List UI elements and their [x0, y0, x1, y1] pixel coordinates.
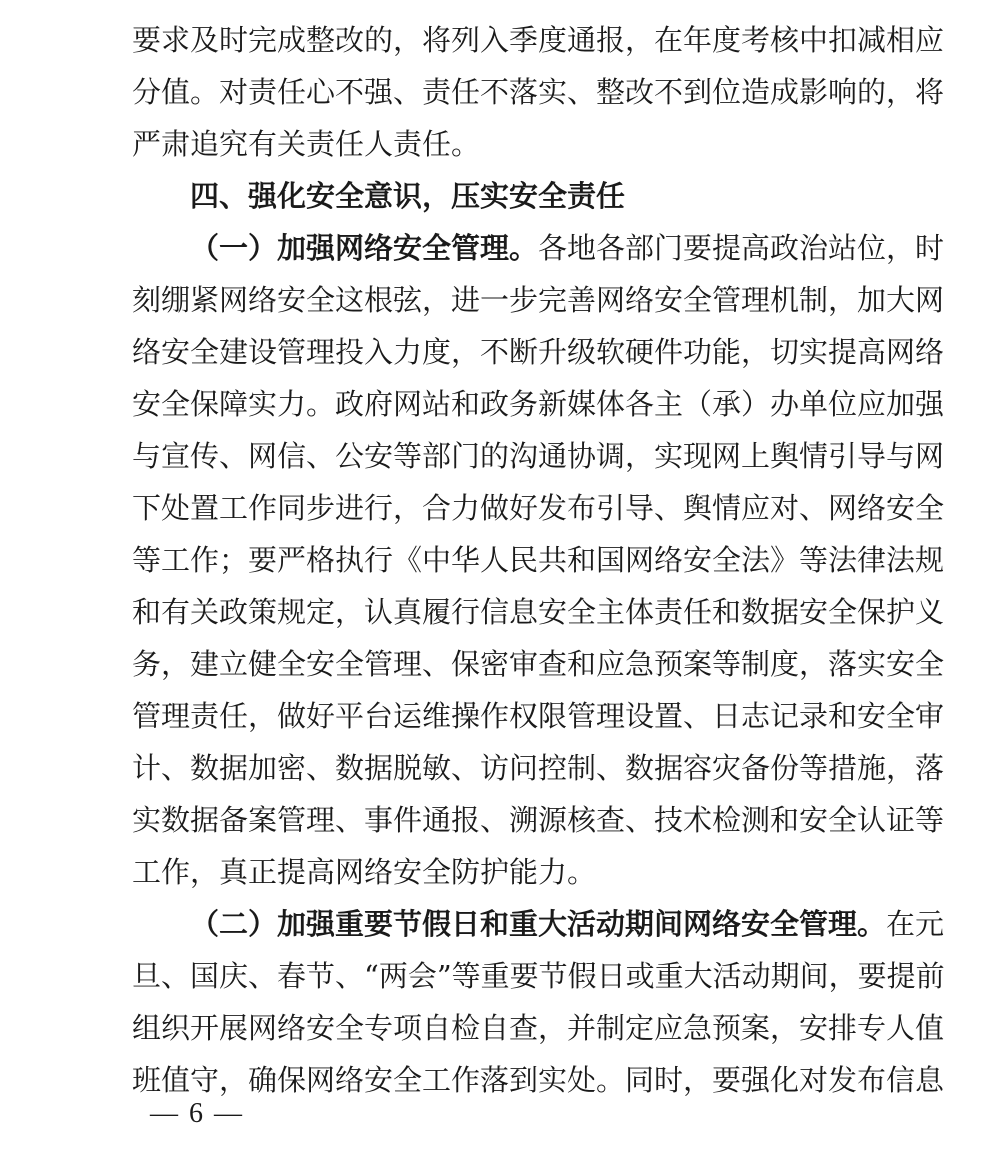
body-text-line: 班值守，确保网络安全工作落到实处。同时，要强化对发布信息 — [132, 1063, 945, 1097]
paragraph-lead-title: （二）加强重要节假日和重大活动期间网络安全管理。 — [190, 907, 887, 941]
body-text-line: 下处置工作同步进行，合力做好发布引导、舆情应对、网络安全 — [132, 491, 945, 525]
body-text-line: 组织开展网络安全专项自检自查，并制定应急预案，安排专人值 — [132, 1011, 945, 1045]
body-text-line: 分值。对责任心不强、责任不落实、整改不到位造成影响的，将 — [132, 75, 945, 109]
body-text-line: 旦、国庆、春节、“两会”等重要节假日或重大活动期间，要提前 — [132, 959, 945, 993]
section-heading: 四、强化安全意识，压实安全责任 — [190, 179, 626, 213]
body-text-line: 和有关政策规定，认真履行信息安全主体责任和数据安全保护义 — [132, 595, 945, 629]
body-text-line: 务，建立健全安全管理、保密审查和应急预案等制度，落实安全 — [132, 647, 945, 681]
body-text-line: 计、数据加密、数据脱敏、访问控制、数据容灾备份等措施，落 — [132, 751, 945, 785]
body-text-line: 安全保障实力。政府网站和政务新媒体各主（承）办单位应加强 — [132, 387, 945, 421]
body-text-line: 要求及时完成整改的，将列入季度通报，在年度考核中扣减相应 — [132, 23, 945, 57]
body-text-line: 与宣传、网信、公安等部门的沟通协调，实现网上舆情引导与网 — [132, 439, 945, 473]
paragraph-lead-title: （一）加强网络安全管理。 — [190, 231, 539, 265]
body-text-line: 刻绷紧网络安全这根弦，进一步完善网络安全管理机制，加大网 — [132, 283, 945, 317]
body-text-line: 等工作；要严格执行《中华人民共和国网络安全法》等法律法规 — [132, 543, 945, 577]
paragraph-first-line — [190, 222, 945, 274]
paragraph-first-line — [190, 898, 945, 950]
paragraph-text: 各地各部门要提高政治站位，时 — [538, 231, 945, 265]
body-text-line: 工作，真正提高网络安全防护能力。 — [132, 855, 597, 889]
page-number: — 6 — — [150, 1098, 244, 1129]
paragraph-text: 在元 — [886, 907, 945, 941]
body-text-line: 管理责任，做好平台运维操作权限管理设置、日志记录和安全审 — [132, 699, 945, 733]
body-text-line: 络安全建设管理投入力度，不断升级软硬件功能，切实提高网络 — [132, 335, 945, 369]
body-text-line: 严肃追究有关责任人责任。 — [132, 127, 481, 161]
body-text-line: 实数据备案管理、事件通报、溯源核查、技术检测和安全认证等 — [132, 803, 945, 837]
